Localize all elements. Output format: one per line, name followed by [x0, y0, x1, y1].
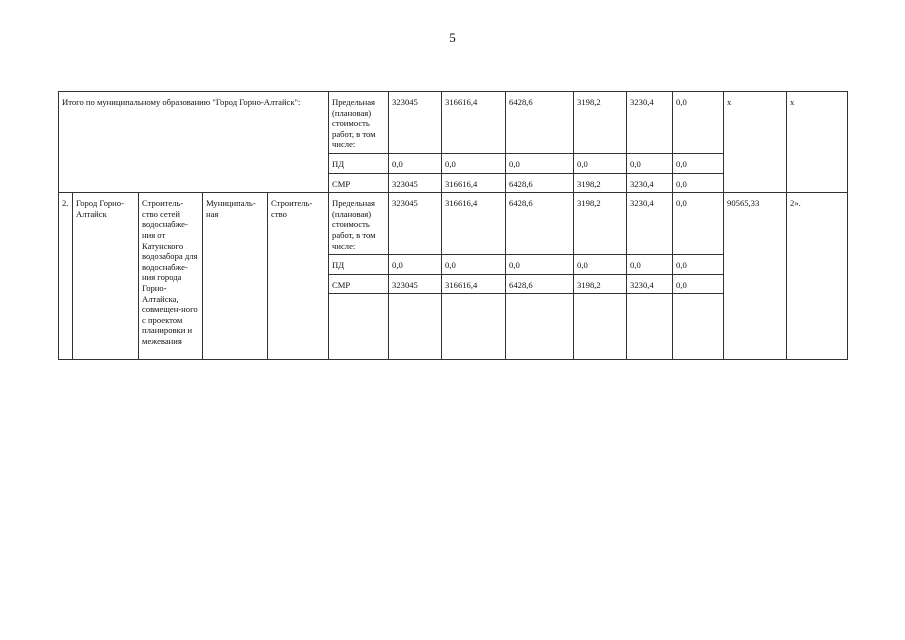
empty-cell: [574, 294, 627, 360]
object-smr-value: 3198,2: [574, 274, 627, 294]
empty-cell: [389, 294, 442, 360]
total-smr-value: 323045: [389, 173, 442, 193]
total-pd-label: ПД: [329, 153, 389, 173]
total-cost-label: Предельная (плановая) стоимость работ, в том числе:: [329, 92, 389, 154]
object-cost-value: 323045: [389, 193, 442, 255]
total-pd-value: 0,0: [574, 153, 627, 173]
object-smr-value: 6428,6: [506, 274, 574, 294]
total-pd-value: 0,0: [389, 153, 442, 173]
total-col-x1: х: [724, 92, 787, 193]
total-smr-value: 3230,4: [627, 173, 673, 193]
total-cost-value: 3230,4: [627, 92, 673, 154]
object-pd-value: 0,0: [574, 255, 627, 275]
object-work-type: Строитель-ство: [268, 193, 329, 360]
total-label: Итого по муниципальному образованию "Город Горно-Алтайск":: [59, 92, 329, 193]
object-cost-value: 316616,4: [442, 193, 506, 255]
object-cost-value: 6428,6: [506, 193, 574, 255]
object-smr-label: СМР: [329, 274, 389, 294]
object-smr-value: 3230,4: [627, 274, 673, 294]
table-row: [59, 193, 848, 255]
total-smr-value: 6428,6: [506, 173, 574, 193]
empty-cell: [329, 294, 389, 360]
total-cost-value: 323045: [389, 92, 442, 154]
table-row: [59, 92, 848, 154]
object-name: Строитель-ство сетей водоснабже-ния от Катунского водозабора для водоснабже-ния города Горно-Алтайска, совмещен-ного с проектом планировки и межевания: [139, 193, 203, 360]
object-cost-value: 3198,2: [574, 193, 627, 255]
object-smr-value: 0,0: [673, 274, 724, 294]
object-last: 2».: [787, 193, 848, 360]
object-pd-value: 0,0: [389, 255, 442, 275]
object-pd-value: 0,0: [442, 255, 506, 275]
object-pd-value: 0,0: [673, 255, 724, 275]
object-smr-value: 316616,4: [442, 274, 506, 294]
object-capacity: 90565,33: [724, 193, 787, 360]
total-col-x2: х: [787, 92, 848, 193]
object-pd-label: ПД: [329, 255, 389, 275]
total-smr-value: 316616,4: [442, 173, 506, 193]
object-pd-value: 0,0: [627, 255, 673, 275]
total-cost-value: 316616,4: [442, 92, 506, 154]
object-smr-value: 323045: [389, 274, 442, 294]
object-number: 2.: [59, 193, 73, 360]
total-cost-value: 0,0: [673, 92, 724, 154]
object-municipality: Город Горно-Алтайск: [73, 193, 139, 360]
empty-cell: [673, 294, 724, 360]
object-cost-value: 0,0: [673, 193, 724, 255]
total-smr-value: 3198,2: [574, 173, 627, 193]
object-ownership: Муниципаль-ная: [203, 193, 268, 360]
empty-cell: [506, 294, 574, 360]
total-smr-label: СМР: [329, 173, 389, 193]
total-cost-value: 3198,2: [574, 92, 627, 154]
object-cost-label: Предельная (плановая) стоимость работ, в том числе:: [329, 193, 389, 255]
total-smr-value: 0,0: [673, 173, 724, 193]
total-cost-value: 6428,6: [506, 92, 574, 154]
total-pd-value: 0,0: [627, 153, 673, 173]
empty-cell: [442, 294, 506, 360]
object-cost-value: 3230,4: [627, 193, 673, 255]
total-pd-value: 0,0: [673, 153, 724, 173]
object-pd-value: 0,0: [506, 255, 574, 275]
page-number: 5: [449, 30, 456, 45]
investment-table: [58, 91, 848, 360]
total-pd-value: 0,0: [506, 153, 574, 173]
total-pd-value: 0,0: [442, 153, 506, 173]
empty-cell: [627, 294, 673, 360]
